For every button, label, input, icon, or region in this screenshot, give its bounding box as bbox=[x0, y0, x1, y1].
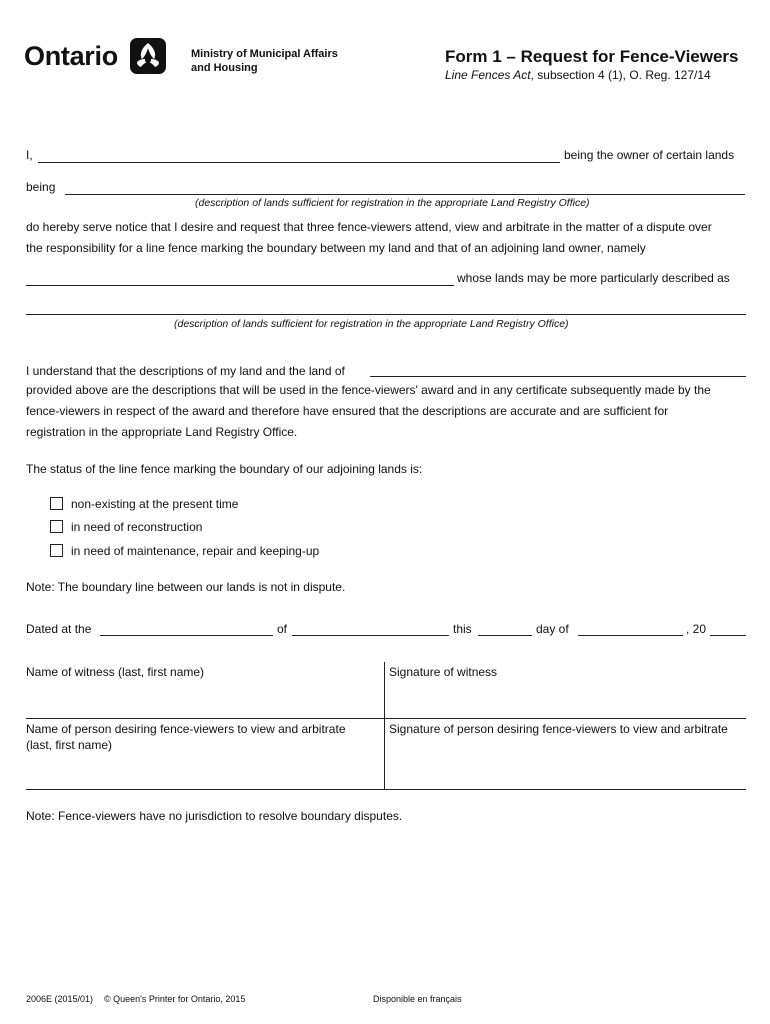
i-label: I, bbox=[26, 148, 33, 162]
note-no-jurisdiction: Note: Fence-viewers have no jurisdiction to resolve boundary disputes. bbox=[26, 809, 403, 823]
checkbox-reconstruction[interactable] bbox=[50, 520, 63, 533]
dated-at-label: Dated at the bbox=[26, 622, 92, 636]
witness-signature-label: Signature of witness bbox=[389, 665, 498, 679]
request-paragraph-line1: do hereby serve notice that I desire and request that three fence-viewers attend, view and arbitrate in the matter of a dispute over bbox=[26, 220, 712, 234]
of-label: of bbox=[277, 622, 288, 636]
person-name-label-line2: (last, first name) bbox=[26, 738, 113, 752]
person-name-field[interactable] bbox=[26, 754, 382, 787]
person-signature-label: Signature of person desiring fence-viewers to view and arbitrate bbox=[389, 722, 728, 736]
checkbox-non-existing[interactable] bbox=[50, 497, 63, 510]
act-citation: , subsection 4 (1), O. Reg. 127/14 bbox=[530, 68, 711, 82]
status-text: The status of the line fence marking the boundary of our adjoining lands is: bbox=[26, 462, 423, 476]
dated-at-place-field[interactable] bbox=[100, 635, 273, 636]
this-label: this bbox=[453, 622, 472, 636]
dated-of-field[interactable] bbox=[292, 635, 449, 636]
person-signature-field[interactable] bbox=[388, 740, 746, 787]
signature-grid-bottom-line bbox=[26, 789, 746, 790]
ministry-name-line2: and Housing bbox=[191, 62, 258, 74]
witness-name-label: Name of witness (last, first name) bbox=[26, 665, 205, 679]
note-not-in-dispute: Note: The boundary line between our lands is not in dispute. bbox=[26, 580, 346, 594]
owner-name-field[interactable] bbox=[38, 162, 560, 163]
ministry-name-line1: Ministry of Municipal Affairs bbox=[191, 48, 338, 60]
month-field[interactable] bbox=[578, 635, 683, 636]
ontario-logo-text: Ontario bbox=[24, 41, 118, 71]
copyright-text: © Queen's Printer for Ontario, 2015 bbox=[104, 994, 246, 1004]
request-paragraph-line2: the responsibility for a line fence marking the boundary between my land and that of an adjoining land owner, namely bbox=[26, 241, 646, 255]
form-title: Form 1 – Request for Fence-Viewers bbox=[445, 47, 739, 66]
day-field[interactable] bbox=[478, 635, 532, 636]
whose-lands-text: whose lands may be more particularly described as bbox=[457, 271, 730, 285]
year-prefix-label: , 20 bbox=[686, 622, 707, 636]
form-subtitle bbox=[445, 68, 711, 82]
understand-line4: registration in the appropriate Land Registry Office. bbox=[26, 425, 298, 439]
signature-grid-divider bbox=[384, 662, 385, 790]
person-name-label-line1: Name of person desiring fence-viewers to view and arbitrate bbox=[26, 722, 346, 736]
description-caption-2: (description of lands sufficient for registration in the appropriate Land Registry Office) bbox=[174, 318, 569, 330]
land-of-field[interactable] bbox=[370, 376, 746, 377]
owner-text: being the owner of certain lands bbox=[564, 148, 735, 162]
understand-line3: fence-viewers in respect of the award and therefore have ensured that the descriptions are accurate and are sufficient for bbox=[26, 404, 669, 418]
witness-signature-field[interactable] bbox=[388, 680, 746, 716]
french-availability: Disponible en français bbox=[373, 994, 462, 1004]
adjoining-land-description-field[interactable] bbox=[26, 314, 746, 315]
signature-grid-row-line bbox=[26, 718, 746, 719]
form-number: 2006E (2015/01) bbox=[26, 994, 94, 1004]
understand-line2: provided above are the descriptions that will be used in the fence-viewers' award and in any certificate subsequently made by the bbox=[26, 383, 711, 397]
year-field[interactable] bbox=[710, 635, 746, 636]
adjoining-owner-name-field[interactable] bbox=[26, 285, 454, 286]
act-name: Line Fences Act bbox=[445, 68, 531, 82]
checkbox-maintenance[interactable] bbox=[50, 544, 63, 557]
day-of-label: day of bbox=[536, 622, 569, 636]
understand-line1: I understand that the descriptions of my land and the land of bbox=[26, 364, 345, 378]
trillium-logo-icon bbox=[130, 38, 166, 74]
description-caption-1: (description of lands sufficient for registration in the appropriate Land Registry Office) bbox=[195, 197, 590, 209]
option-reconstruction: in need of reconstruction bbox=[71, 520, 203, 534]
being-label: being bbox=[26, 180, 56, 194]
own-land-description-field[interactable] bbox=[65, 194, 745, 195]
witness-name-field[interactable] bbox=[26, 680, 382, 716]
option-non-existing: non-existing at the present time bbox=[71, 497, 239, 511]
option-maintenance: in need of maintenance, repair and keeping-up bbox=[71, 544, 320, 558]
